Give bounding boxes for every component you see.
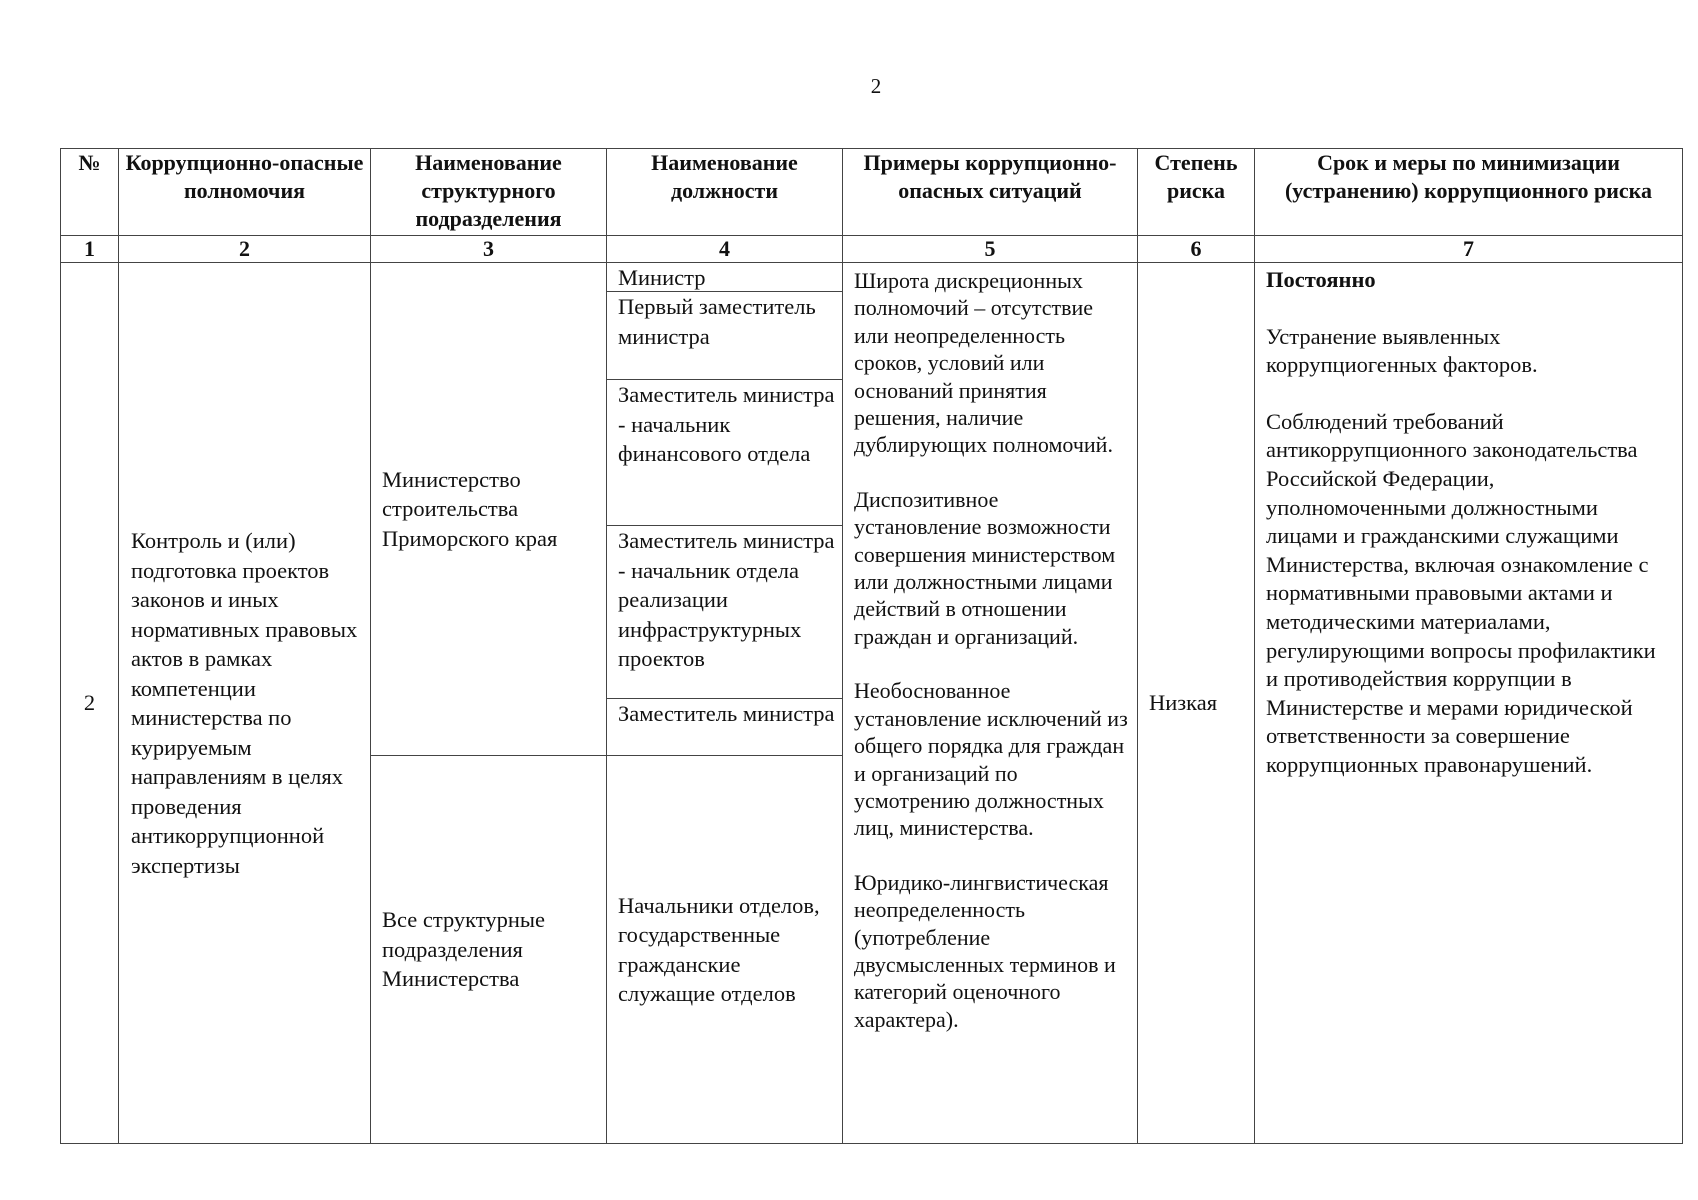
header-examples: Примеры коррупционно-опасных ситуаций (843, 149, 1138, 236)
measure-paragraph: Устранение выявленных коррупциогенных факторов. (1266, 323, 1538, 378)
measure-paragraph: Соблюдений требований антикоррупционного законодательства Российской Федерации, уполномоченными должностными лицами и гражданскими служащими Министерства, включая ознакомление с нормативными правовыми актами и методическими материалами, регулирующими вопросы профилактики и противодействия коррупции в Министерстве и мерами юридической ответственности за совершение коррупционных правонарушений. (1266, 408, 1656, 777)
column-number: 5 (843, 236, 1138, 263)
example-paragraph: Юридико-лингвистическая неопределенность (употребление двусмысленных терминов и категорий оценочного характера). (854, 869, 1116, 1032)
position-item: Первый заместитель министра (607, 292, 842, 380)
position-item: Заместитель министра - начальник отдела реализации инфраструктурных проектов (607, 526, 842, 699)
header-number: № (61, 149, 119, 236)
column-number: 1 (61, 236, 119, 263)
position-item: Заместитель министра - начальник финансового отдела (607, 380, 842, 526)
column-number: 6 (1138, 236, 1255, 263)
examples-cell (843, 263, 1138, 1144)
header-row (61, 149, 1683, 236)
header-risk-level: Степень риска (1138, 149, 1255, 236)
corruption-risk-table (60, 148, 1683, 1144)
table-row (61, 263, 1683, 756)
position-item: Заместитель министра (618, 701, 835, 726)
column-number: 2 (119, 236, 371, 263)
powers-cell: Контроль и (или) подготовка проектов законов и иных нормативных правовых актов в рамках компетенции министерства по курируемым направлениям в целях проведения антикоррупционной экспертизы (119, 263, 371, 1144)
unit-cell: Все структурные подразделения Министерства (371, 756, 607, 1144)
page-number: 2 (870, 74, 882, 98)
column-number-row (61, 236, 1683, 263)
position-item: Начальники отделов, государственные гражданские служащие отделов (607, 756, 843, 1144)
example-paragraph: Диспозитивное установление возможности совершения министерством или должностными лицами действий в отношении граждан и организаций. (854, 486, 1116, 649)
column-number: 4 (607, 236, 843, 263)
measures-cell (1255, 263, 1683, 1144)
header-powers: Коррупционно-опасные полномочия (119, 149, 371, 236)
position-item: Министр (607, 263, 842, 292)
example-paragraph: Широта дискреционных полномочий – отсутствие или неопределенность сроков, условий или оснований принятия решения, наличие дублирующих полномочий. (854, 268, 1113, 458)
positions-cell (607, 263, 843, 756)
header-position: Наименование должности (607, 149, 843, 236)
header-measures: Срок и меры по минимизации (устранению) коррупционного риска (1255, 149, 1683, 236)
measures-term: Постоянно (1266, 267, 1376, 292)
risk-level-cell: Низкая (1138, 263, 1255, 1144)
column-number: 7 (1255, 236, 1683, 263)
unit-cell: Министерство строительства Приморского края (371, 263, 607, 756)
column-number: 3 (371, 236, 607, 263)
example-paragraph: Необоснованное установление исключений из общего порядка для граждан и организаций по усмотрению должностных лиц, министерства. (854, 678, 1128, 841)
header-unit: Наименование структурного подразделения (371, 149, 607, 236)
row-number: 2 (61, 263, 119, 1144)
